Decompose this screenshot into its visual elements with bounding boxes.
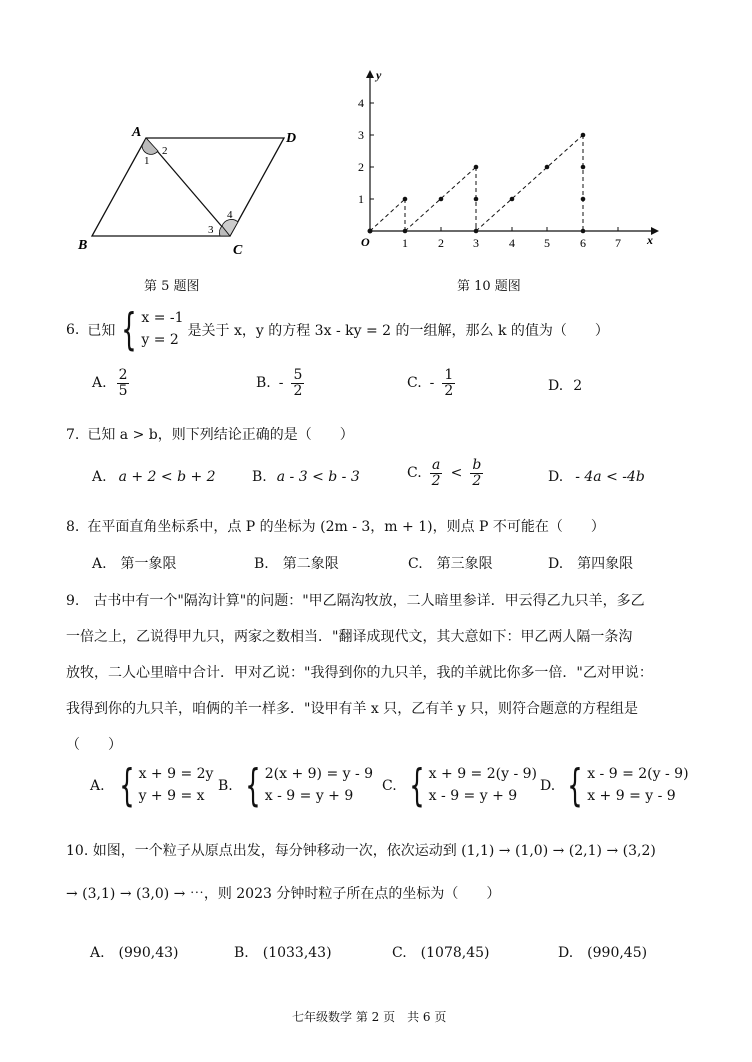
q9-line1: 9. 古书中有一个"隔沟计算"的问题："甲乙隔沟牧放，二人暗里参详．甲云得乙九只羊，多乙 [66, 593, 645, 609]
xtick-4: 4 [509, 236, 515, 250]
q7-stem: 7. 已知 a > b，则下列结论正确的是（ ） [66, 427, 354, 443]
q9-option-c[interactable]: C. { x + 9 = 2(y - 9) x - 9 = y + 9 [382, 760, 538, 811]
q9-line5: （ ） [66, 737, 122, 753]
label-3: 3 [208, 224, 214, 236]
q9-b-eq2: x - 9 = y + 9 [264, 788, 354, 804]
xtick-5: 5 [544, 236, 550, 250]
ytick-1: 1 [358, 192, 364, 206]
q7-option-d[interactable]: D. - 4a < -4b [548, 469, 645, 485]
q6-option-b[interactable]: B. - $\frac{5}{2}$ [256, 367, 303, 399]
q6-option-a[interactable]: A. $\frac{2}{5}$ [92, 367, 128, 399]
page-footer: 七年级数学 第 2 页 共 6 页 [292, 1010, 447, 1024]
q6-post: 是关于 x，y 的方程 3x - ky = 2 的一组解，那么 k 的值为（ ） [187, 323, 609, 339]
xtick-6: 6 [580, 236, 586, 250]
q9-d-eq2: x + 9 = y - 9 [587, 788, 676, 804]
axis-y-label: y [376, 68, 382, 82]
q10-line2: → (3,1) → (3,0) → ⋯，则 2023 分钟时粒子所在点的坐标为（ ） [66, 886, 501, 902]
label-2: 2 [162, 145, 168, 157]
q8-option-b[interactable]: B. 第二象限 [254, 556, 339, 572]
q6-option-c[interactable]: C. - $\frac{1}{2}$ [407, 367, 454, 399]
q9-option-d[interactable]: D. { x - 9 = 2(y - 9) x + 9 = y - 9 [540, 760, 689, 811]
q6-stem [66, 304, 609, 355]
label-1: 1 [144, 155, 150, 167]
q10-option-c[interactable]: C. (1078,45) [392, 945, 490, 961]
q6-system: { x = -1 y = 2 [121, 304, 184, 355]
q6-pre: 已知 [87, 323, 116, 339]
ytick-4: 4 [358, 96, 364, 110]
xtick-3: 3 [473, 236, 479, 250]
q8-option-d[interactable]: D. 第四象限 [548, 556, 634, 572]
origin-label: O [361, 235, 370, 249]
xtick-2: 2 [438, 236, 444, 250]
q9-a-eq2: y + 9 = x [138, 788, 205, 804]
q6-sys-line2: y = 2 [141, 332, 179, 348]
ytick-2: 2 [358, 160, 364, 174]
q9-a-eq1: x + 9 = 2y [138, 766, 214, 783]
q9-line4: 我得到你的九只羊，咱俩的羊一样多．"设甲有羊 x 只，乙有羊 y 只，则符合题意的方程组是 [66, 701, 639, 717]
q10-option-d[interactable]: D. (990,45) [558, 945, 648, 961]
q10-option-a[interactable]: A. (990,43) [90, 945, 179, 961]
label-A: A [132, 125, 142, 140]
fig5-diagram [70, 118, 310, 263]
q9-c-eq1: x + 9 = 2(y - 9) [428, 766, 538, 783]
q10-line1: 10. 如图，一个粒子从原点出发，每分钟移动一次，依次运动到 (1,1) → (1,0) → (2,1) → (3,2) [66, 843, 656, 859]
q9-d-eq1: x - 9 = 2(y - 9) [587, 766, 689, 783]
ytick-3: 3 [358, 128, 364, 142]
fig10-diagram [355, 66, 665, 256]
q9-option-a[interactable]: A. { x + 9 = 2y y + 9 = x [90, 760, 214, 811]
q7-option-c[interactable]: C. $\frac{a}{2}$ < $\frac{b}{2}$ [407, 457, 482, 489]
q8-option-a[interactable]: A. 第一象限 [92, 556, 177, 572]
label-B: B [78, 238, 88, 253]
q9-line3: 放牧，二人心里暗中合计．甲对乙说："我得到你的九只羊，我的羊就比你多一倍．"乙对甲说： [66, 665, 653, 681]
q10-option-b[interactable]: B. (1033,43) [234, 945, 332, 961]
xtick-7: 7 [615, 236, 621, 250]
fig10-caption: 第 10 题图 [457, 279, 521, 294]
q9-c-eq2: x - 9 = y + 9 [428, 788, 518, 804]
q9-b-eq1: 2(x + 9) = y - 9 [264, 766, 374, 783]
q7-option-a[interactable]: A. a + 2 < b + 2 [92, 469, 216, 485]
label-C: C [233, 243, 243, 258]
fig5-caption: 第 5 题图 [144, 279, 200, 294]
q7-option-b[interactable]: B. a - 3 < b - 3 [252, 469, 360, 485]
q6-number: 6. [66, 322, 80, 338]
q8-stem: 8. 在平面直角坐标系中，点 P 的坐标为 (2m - 3，m + 1)，则点 P 不可能在（ ） [66, 519, 605, 535]
label-D: D [286, 131, 297, 146]
q6-option-d[interactable]: D. 2 [548, 378, 583, 394]
q8-option-c[interactable]: C. 第三象限 [408, 556, 493, 572]
label-4: 4 [227, 209, 233, 221]
q9-option-b[interactable]: B. { 2(x + 9) = y - 9 x - 9 = y + 9 [218, 760, 374, 811]
q6-sys-line1: x = -1 [141, 310, 184, 327]
q9-line2: 一倍之上，乙说得甲九只，两家之数相当．"翻译成现代文，其大意如下：甲乙两人隔一条沟 [66, 629, 633, 645]
xtick-1: 1 [402, 236, 408, 250]
axis-x-label: x [647, 233, 653, 247]
